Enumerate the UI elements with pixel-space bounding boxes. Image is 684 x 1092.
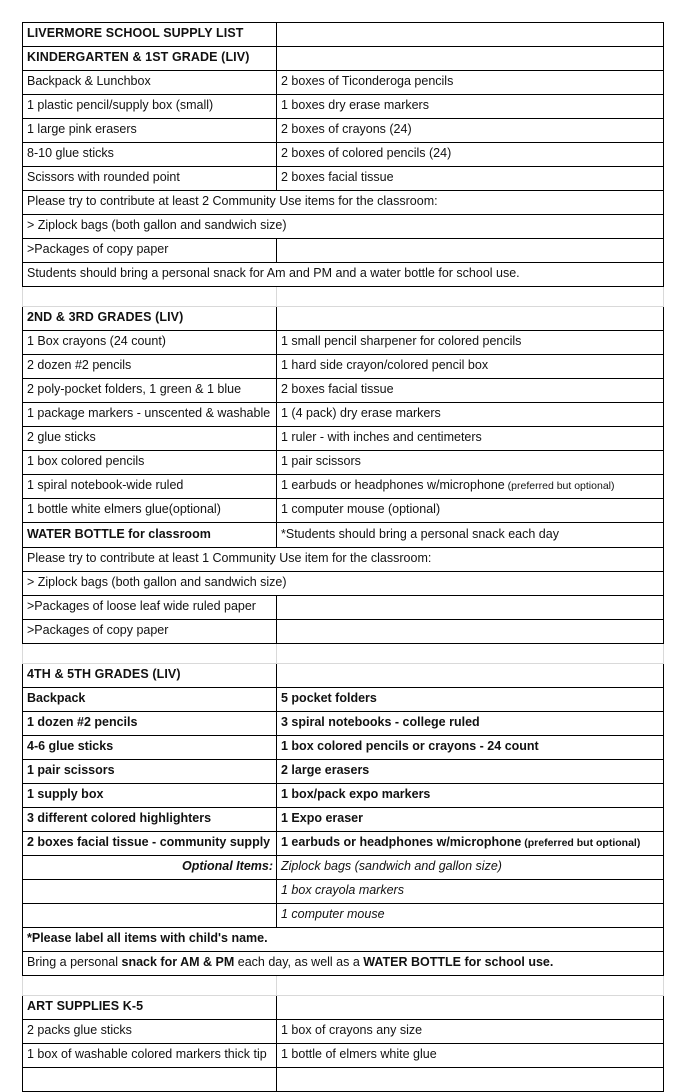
document-title: LIVERMORE SCHOOL SUPPLY LIST <box>23 23 277 47</box>
item-left: 1 plastic pencil/supply box (small) <box>23 95 277 119</box>
snack-note-part-1: Bring a personal <box>27 955 122 970</box>
community-note: Please try to contribute at least 1 Community Use item for the classroom: <box>23 548 664 572</box>
table-row <box>23 143 664 167</box>
table-row <box>23 499 664 523</box>
table-row <box>23 95 664 119</box>
item-left: 1 Box crayons (24 count) <box>23 331 277 355</box>
item-right: 1 box/pack expo markers <box>277 784 664 808</box>
item-right: 2 large erasers <box>277 760 664 784</box>
item-right-qualifier: (preferred but optional) <box>504 480 615 493</box>
table-row <box>23 71 664 95</box>
community-item: >Packages of copy paper <box>23 239 277 263</box>
item-right: 5 pocket folders <box>277 688 664 712</box>
community-item-row <box>23 239 664 263</box>
table-row <box>23 1044 664 1068</box>
optional-items-label: Optional Items: <box>23 856 277 880</box>
item-left: 1 large pink erasers <box>23 119 277 143</box>
final-blank-cell-left <box>23 1068 277 1092</box>
item-right: 2 boxes of crayons (24) <box>277 119 664 143</box>
section-title-art-supplies: ART SUPPLIES K-5 <box>23 996 277 1020</box>
item-left: 1 bottle white elmers glue(optional) <box>23 499 277 523</box>
spacer-cell-left <box>23 976 277 996</box>
item-right <box>277 475 664 499</box>
section-header-grades-2-3 <box>23 307 664 331</box>
spacer-cell-right <box>277 644 664 664</box>
item-left: 2 packs glue sticks <box>23 1020 277 1044</box>
community-note-row-grades-2-3 <box>23 548 664 572</box>
table-row <box>23 760 664 784</box>
spacer-cell-left <box>23 287 277 307</box>
table-row <box>23 167 664 191</box>
community-note-row-kindergarten <box>23 191 664 215</box>
item-left: Backpack <box>23 688 277 712</box>
spacer-cell-left <box>23 644 277 664</box>
item-left: 1 supply box <box>23 784 277 808</box>
item-right: 1 ruler - with inches and centimeters <box>277 427 664 451</box>
item-left: 2 poly-pocket folders, 1 green & 1 blue <box>23 379 277 403</box>
table-row <box>23 475 664 499</box>
optional-items-row <box>23 880 664 904</box>
item-left: 1 package markers - unscented & washable <box>23 403 277 427</box>
item-right: 1 hard side crayon/colored pencil box <box>277 355 664 379</box>
item-left: 1 box of washable colored markers thick tip <box>23 1044 277 1068</box>
table-row <box>23 808 664 832</box>
table-row <box>23 784 664 808</box>
item-left: Backpack & Lunchbox <box>23 71 277 95</box>
item-left: 4-6 glue sticks <box>23 736 277 760</box>
table-row <box>23 379 664 403</box>
community-item-empty <box>277 596 664 620</box>
community-item-row <box>23 215 664 239</box>
section-title-grades-4-5-spill <box>277 664 664 688</box>
table-row <box>23 736 664 760</box>
item-right <box>277 832 664 856</box>
item-left: 2 boxes facial tissue - community supply <box>23 832 277 856</box>
item-left: 1 dozen #2 pencils <box>23 712 277 736</box>
final-blank-cell-right <box>277 1068 664 1092</box>
table-row <box>23 1020 664 1044</box>
table-row <box>23 712 664 736</box>
snack-note-right: *Students should bring a personal snack each day <box>277 523 664 548</box>
optional-items-row <box>23 856 664 880</box>
item-left: 1 pair scissors <box>23 760 277 784</box>
snack-note-part-2: each day, as well as a <box>234 955 364 970</box>
item-left: 1 spiral notebook-wide ruled <box>23 475 277 499</box>
section-footer-text: Students should bring a personal snack for Am and PM and a water bottle for school use. <box>23 263 664 287</box>
optional-items-empty <box>23 880 277 904</box>
item-right-qualifier: (preferred but optional) <box>521 837 641 850</box>
table-row <box>23 688 664 712</box>
item-right: 1 Expo eraser <box>277 808 664 832</box>
snack-note-row <box>23 952 664 976</box>
item-right: 2 boxes facial tissue <box>277 167 664 191</box>
item-left: 2 dozen #2 pencils <box>23 355 277 379</box>
community-item: > Ziplock bags (both gallon and sandwich size) <box>23 572 664 596</box>
item-right: 1 (4 pack) dry erase markers <box>277 403 664 427</box>
optional-item: Ziplock bags (sandwich and gallon size) <box>277 856 664 880</box>
water-bottle-row <box>23 523 664 548</box>
section-title-kindergarten-spill <box>277 47 664 71</box>
water-bottle-label: WATER BOTTLE for classroom <box>23 523 277 548</box>
optional-items-row <box>23 904 664 928</box>
section-header-kindergarten <box>23 47 664 71</box>
supply-list-table <box>22 22 664 1092</box>
item-right-main: 1 earbuds or headphones w/microphone <box>281 478 505 493</box>
community-item: >Packages of loose leaf wide ruled paper <box>23 596 277 620</box>
table-row <box>23 119 664 143</box>
community-item-empty <box>277 239 664 263</box>
optional-items-empty <box>23 904 277 928</box>
item-right: 3 spiral notebooks - college ruled <box>277 712 664 736</box>
item-left: 1 box colored pencils <box>23 451 277 475</box>
item-right: 1 pair scissors <box>277 451 664 475</box>
section-title-kindergarten: KINDERGARTEN & 1ST GRADE (LIV) <box>23 47 277 71</box>
item-right: 1 box of crayons any size <box>277 1020 664 1044</box>
title-row <box>23 23 664 47</box>
section-title-art-supplies-spill <box>277 996 664 1020</box>
snack-note-bold-2: WATER BOTTLE for school use. <box>363 955 554 970</box>
table-row <box>23 403 664 427</box>
item-right: 1 bottle of elmers white glue <box>277 1044 664 1068</box>
item-right-main: 1 earbuds or headphones w/microphone <box>281 835 522 850</box>
item-right: 2 boxes facial tissue <box>277 379 664 403</box>
item-right: 2 boxes of colored pencils (24) <box>277 143 664 167</box>
table-row <box>23 451 664 475</box>
title-row-empty-cell <box>277 23 664 47</box>
snack-note <box>23 952 664 976</box>
snack-note-bold-1: snack for AM & PM <box>121 955 235 970</box>
table-row <box>23 355 664 379</box>
item-left: 3 different colored highlighters <box>23 808 277 832</box>
section-footer-kindergarten <box>23 263 664 287</box>
community-note: Please try to contribute at least 2 Community Use items for the classroom: <box>23 191 664 215</box>
item-left: Scissors with rounded point <box>23 167 277 191</box>
community-item-row <box>23 572 664 596</box>
item-left: 2 glue sticks <box>23 427 277 451</box>
community-item-row <box>23 620 664 644</box>
item-right: 2 boxes of Ticonderoga pencils <box>277 71 664 95</box>
section-title-grades-2-3: 2ND & 3RD GRADES (LIV) <box>23 307 277 331</box>
optional-item: 1 computer mouse <box>277 904 664 928</box>
community-item-row <box>23 596 664 620</box>
table-row <box>23 427 664 451</box>
section-header-art-supplies <box>23 996 664 1020</box>
table-row <box>23 331 664 355</box>
spacer-row <box>23 287 664 307</box>
spacer-row <box>23 644 664 664</box>
spacer-row <box>23 976 664 996</box>
community-item: > Ziplock bags (both gallon and sandwich size) <box>23 215 664 239</box>
table-row <box>23 832 664 856</box>
item-left: 8-10 glue sticks <box>23 143 277 167</box>
final-blank-row <box>23 1068 664 1092</box>
label-note-row <box>23 928 664 952</box>
section-header-grades-4-5 <box>23 664 664 688</box>
section-title-grades-2-3-spill <box>277 307 664 331</box>
community-item-empty <box>277 620 664 644</box>
item-right: 1 boxes dry erase markers <box>277 95 664 119</box>
optional-item: 1 box crayola markers <box>277 880 664 904</box>
spacer-cell-right <box>277 287 664 307</box>
item-right: 1 computer mouse (optional) <box>277 499 664 523</box>
community-item: >Packages of copy paper <box>23 620 277 644</box>
item-right: 1 small pencil sharpener for colored pencils <box>277 331 664 355</box>
section-title-grades-4-5: 4TH & 5TH GRADES (LIV) <box>23 664 277 688</box>
supply-list-sheet <box>22 22 663 1092</box>
item-right: 1 box colored pencils or crayons - 24 count <box>277 736 664 760</box>
spacer-cell-right <box>277 976 664 996</box>
label-note: *Please label all items with child's name. <box>23 928 664 952</box>
